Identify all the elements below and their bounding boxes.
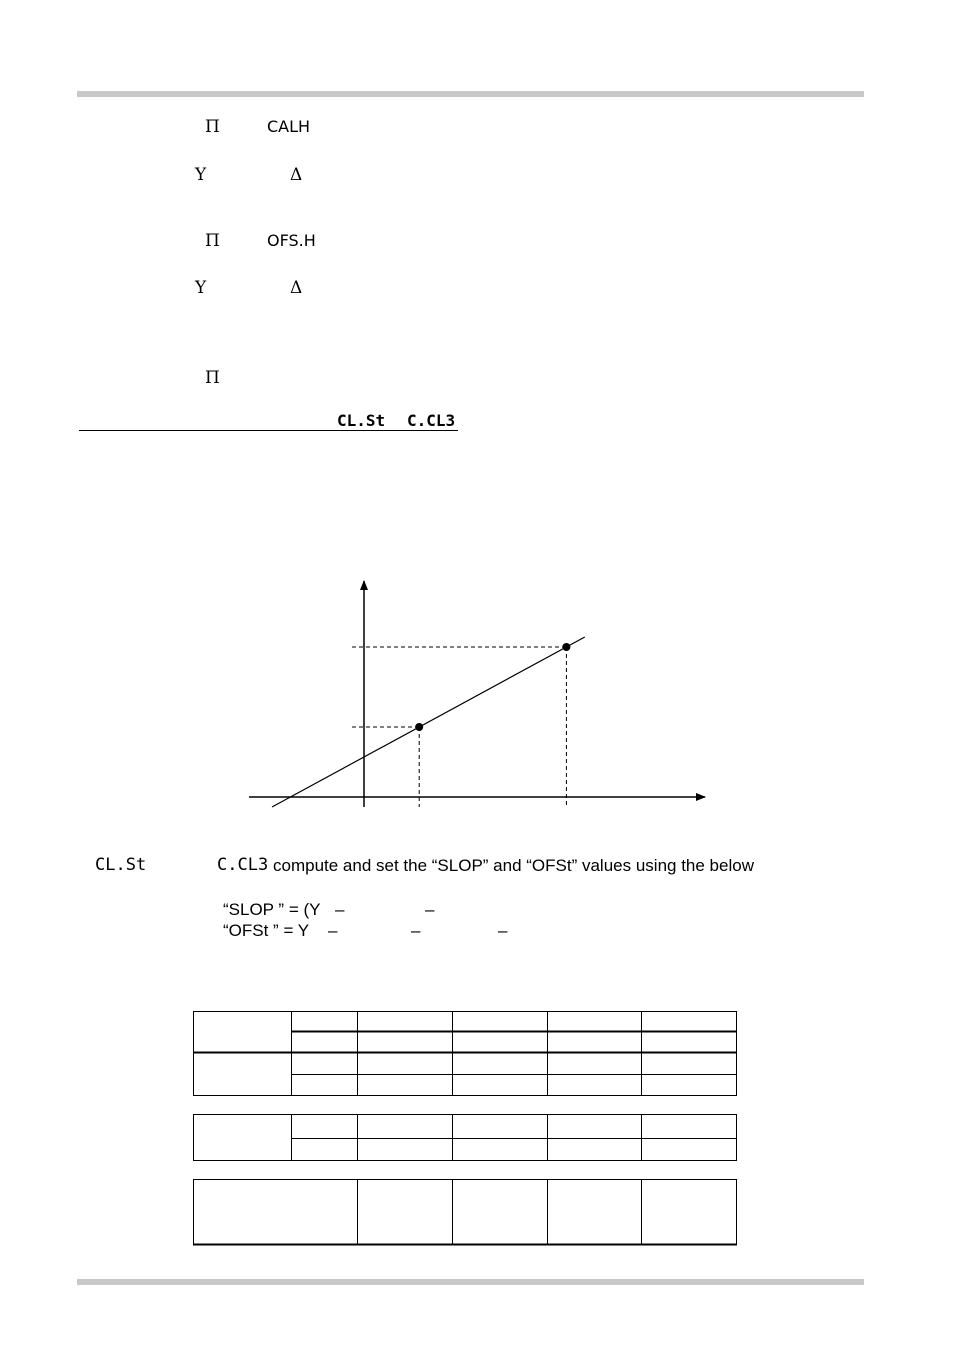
step-5-symbol: Π: [205, 368, 220, 388]
slop-formula-dash-1: –: [335, 900, 345, 919]
step-1-symbol: Π: [205, 117, 220, 137]
step-3-code: OFS.H: [267, 231, 316, 250]
table-3-frame: [194, 1180, 737, 1245]
paragraph-code: C.CL3: [217, 855, 269, 875]
step-1-code: CALH: [267, 117, 311, 136]
paragraph-lead-code: CL.St: [95, 855, 147, 875]
step-2-delta: Δ: [290, 165, 303, 185]
section-heading-code-b: C.CL3: [407, 411, 456, 430]
table-2-frame: [194, 1115, 737, 1161]
section-heading-code-a: CL.St: [337, 411, 386, 430]
slop-formula-dash-2: –: [425, 900, 435, 919]
ofst-formula-dash-3: –: [498, 921, 508, 940]
step-4-delta: Δ: [290, 278, 303, 298]
step-2-symbol: Y: [195, 165, 207, 185]
step-3-symbol: Π: [205, 231, 220, 251]
slop-formula-label: “SLOP ” = (Y: [223, 900, 321, 919]
ofst-formula-dash-1: –: [328, 921, 338, 940]
ofst-formula-dash-2: –: [411, 921, 421, 940]
step-4-symbol: Y: [195, 278, 207, 298]
footer-rule: [77, 1279, 864, 1285]
ofst-formula-label: “OFSt ” = Y: [223, 921, 310, 940]
paragraph-text: compute and set the “SLOP” and “OFSt” values using the below: [273, 856, 754, 875]
